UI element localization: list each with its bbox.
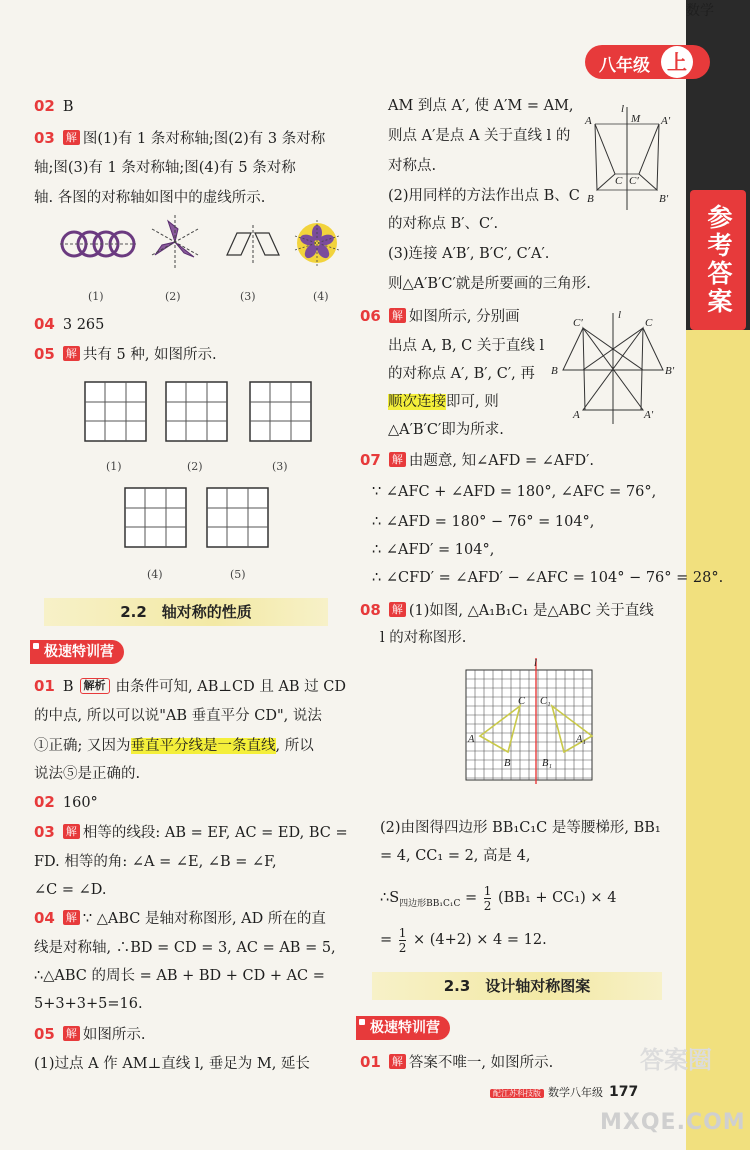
fig-reflection-2 — [545, 308, 675, 426]
q02-line: 02 B — [34, 97, 74, 115]
label-B: B — [551, 365, 558, 377]
q07-line5: ∴ ∠CFD′ = ∠AFD′ − ∠AFC = 104° − 76° = 28°. — [372, 570, 724, 586]
t02-line: 02 160° — [34, 793, 98, 811]
grid-2 — [166, 382, 228, 442]
publisher-badge: 配江苏科技版 — [490, 1089, 544, 1098]
q05-line: 05 解 共有 5 种, 如图所示. — [34, 345, 217, 363]
t05-line1: 05 解 如图所示. — [34, 1025, 146, 1043]
fig-caption: (3) — [240, 290, 256, 303]
fig-caption: (4) — [147, 568, 163, 581]
t03-line2: FD. 相等的角: ∠A = ∠E, ∠B = ∠F, — [34, 854, 277, 870]
watermark-url: MXQE.COM — [600, 1110, 746, 1135]
subject-label: 数学 — [686, 0, 750, 330]
solution-badge: 解 — [389, 602, 406, 617]
fig-grid-reflection — [464, 656, 596, 786]
section-title-2-3: 2.3 设计轴对称图案 — [372, 972, 662, 1000]
q07-line1: 07 解 由题意, 知∠AFD = ∠AFD′. — [360, 451, 594, 469]
fig-flower — [292, 218, 342, 268]
term-label: 上 — [661, 46, 693, 78]
label-B-prime: B′ — [665, 365, 675, 377]
q06-line2: 出点 A, B, C 关于直线 l — [388, 338, 545, 354]
grid-4 — [125, 488, 187, 548]
q06-line5: △A′B′C′即为所求. — [388, 422, 504, 438]
fig-caption: (5) — [230, 568, 246, 581]
solution-badge: 解 — [63, 824, 80, 839]
t01-line1: 01 B 解析 由条件可知, AB⊥CD 且 AB 过 CD — [34, 677, 347, 695]
q08-formula-2: = $\frac{1}{2}$ × (4+2) × 4 = 12. — [380, 925, 547, 955]
label-A: A — [585, 115, 592, 127]
grid-3 — [250, 382, 312, 442]
fig-caption: (2) — [165, 290, 181, 303]
r05-line6: (3)连接 A′B′, B′C′, C′A′. — [388, 246, 550, 262]
fig-caption: (1) — [106, 460, 122, 473]
highlight: 垂直平分线是一条直线 — [130, 738, 276, 754]
q08-p2-line2: = 4, CC₁ = 2, 高是 4, — [380, 848, 531, 864]
solution-badge: 解 — [63, 130, 80, 145]
r05-line3: 对称点. — [388, 158, 437, 174]
q07-line2: ∵ ∠AFC + ∠AFD = 180°, ∠AFC = 76°, — [372, 484, 657, 500]
label-C1: C₁ — [540, 696, 551, 707]
fig-caption: (4) — [313, 290, 329, 303]
q07-line3: ∴ ∠AFD = 180° − 76° = 104°, — [372, 514, 595, 530]
q03-line1: 03 解 图(1)有 1 条对称轴;图(2)有 3 条对称 — [34, 129, 326, 147]
r05-line7: 则△A′B′C′就是所要画的三角形. — [388, 276, 591, 292]
label-B: B — [587, 193, 594, 205]
solution-badge: 解 — [63, 346, 80, 361]
q06-line4: 顺次连接即可, 则 — [388, 394, 499, 410]
grade-label: 八年级 — [599, 56, 650, 76]
fraction-half: $\frac{1}{2}$ — [398, 925, 407, 955]
fraction-half: $\frac{1}{2}$ — [483, 883, 492, 913]
label-l: l — [621, 103, 625, 115]
label-C: C — [518, 696, 526, 707]
t05-line2: (1)过点 A 作 AM⊥直线 l, 垂足为 M, 延长 — [34, 1056, 310, 1072]
r05-line5: 的对称点 B′、C′. — [388, 216, 499, 232]
highlight: 顺次连接 — [388, 394, 446, 410]
label-C-prime: C′ — [573, 317, 583, 329]
solution-badge: 解 — [63, 1026, 80, 1041]
training-label: 极速特训营 — [30, 640, 124, 664]
training-label: 极速特训营 — [356, 1016, 450, 1040]
r05-line4: (2)用同样的方法作出点 B、C — [388, 188, 580, 204]
t04-line4: 5+3+3+5=16. — [34, 996, 143, 1012]
q08-p2-line1: (2)由图得四边形 BB₁C₁C 是等腰梯形, BB₁ — [380, 820, 661, 836]
t04-line2: 线是对称轴, ∴BD = CD = 3, AC = AB = 5, — [34, 940, 336, 956]
fig-reflection-1 — [585, 102, 685, 212]
label-A: A — [468, 734, 475, 745]
label-C: C — [615, 175, 623, 187]
t04-line3: ∴△ABC 的周长 = AB + BD + CD + AC = — [34, 968, 325, 984]
solution-badge: 解 — [389, 308, 406, 323]
fig-caption: (1) — [88, 290, 104, 303]
r01-line: 01 解 答案不唯一, 如图所示. — [360, 1053, 554, 1071]
q07-line4: ∴ ∠AFD′ = 104°, — [372, 542, 495, 558]
q06-line3: 的对称点 A′, B′, C′, 再 — [388, 366, 535, 382]
q03-line3: 轴. 各图的对称轴如图中的虚线所示. — [34, 190, 266, 206]
label-A1: A₁ — [576, 734, 587, 745]
answers-label: 参考答案 — [704, 204, 733, 316]
solution-badge: 解 — [63, 910, 80, 925]
t04-line1: 04 解 ∵ △ABC 是轴对称图形, AD 所在的直 — [34, 909, 326, 927]
label-A-prime: A′ — [644, 409, 654, 421]
label-C-prime: C′ — [629, 175, 639, 187]
label-M: M — [631, 113, 641, 125]
r05-line1: AM 到点 A′, 使 A′M = AM, — [388, 98, 574, 114]
label-B: B — [504, 758, 511, 769]
q08-line1: 08 解 (1)如图, △A₁B₁C₁ 是△ABC 关于直线 — [360, 601, 654, 619]
t01-line3: ①正确; 又因为垂直平分线是一条直线, 所以 — [34, 738, 314, 754]
r05-line2: 则点 A′是点 A 关于直线 l 的 — [388, 128, 571, 144]
label-l: l — [534, 658, 537, 669]
watermark-logo: 答案圈 — [640, 1046, 712, 1074]
q04-line: 04 3 265 — [34, 315, 105, 333]
solution-badge: 解 — [389, 1054, 406, 1069]
page-footer — [490, 1084, 638, 1100]
t03-line3: ∠C = ∠D. — [34, 882, 107, 898]
q08-formula-1: $\therefore S_{四边形BB_1C_1C}$ = $\frac{1}{2}$ (BB₁ + CC₁) × 4 — [380, 883, 617, 913]
t01-line2: 的中点, 所以可以说"AB 垂直平分 CD", 说法 — [34, 708, 322, 724]
t01-line4: 说法⑤是正确的. — [34, 766, 141, 782]
grid-1 — [85, 382, 147, 442]
grid-5 — [207, 488, 269, 548]
answers-tab — [690, 190, 746, 330]
label-A: A — [573, 409, 580, 421]
grade-badge — [585, 45, 710, 79]
book-title: 数学八年级 — [548, 1086, 603, 1099]
fig-rings — [60, 222, 135, 267]
fig-caption: (2) — [187, 460, 203, 473]
section-title-2-2: 2.2 轴对称的性质 — [44, 598, 328, 626]
label-C: C — [645, 317, 653, 329]
page-number: 177 — [609, 1084, 639, 1100]
label-A-prime: A′ — [661, 115, 671, 127]
q03-line2: 轴;图(3)有 1 条对称轴;图(4)有 5 条对称 — [34, 160, 296, 176]
solution-badge: 解 — [389, 452, 406, 467]
fig-triskelion — [150, 215, 200, 270]
t03-line1: 03 解 相等的线段: AB = EF, AC = ED, BC = — [34, 823, 348, 841]
label-l: l — [618, 309, 622, 321]
q08-line2: l 的对称图形. — [380, 630, 467, 646]
q06-line1: 06 解 如图所示, 分别画 — [360, 307, 520, 325]
fig-caption: (3) — [272, 460, 288, 473]
label-B-prime: B′ — [659, 193, 669, 205]
fig-parallelograms — [215, 225, 290, 265]
label-B1: B₁ — [542, 758, 553, 769]
analysis-badge: 解析 — [80, 678, 110, 694]
